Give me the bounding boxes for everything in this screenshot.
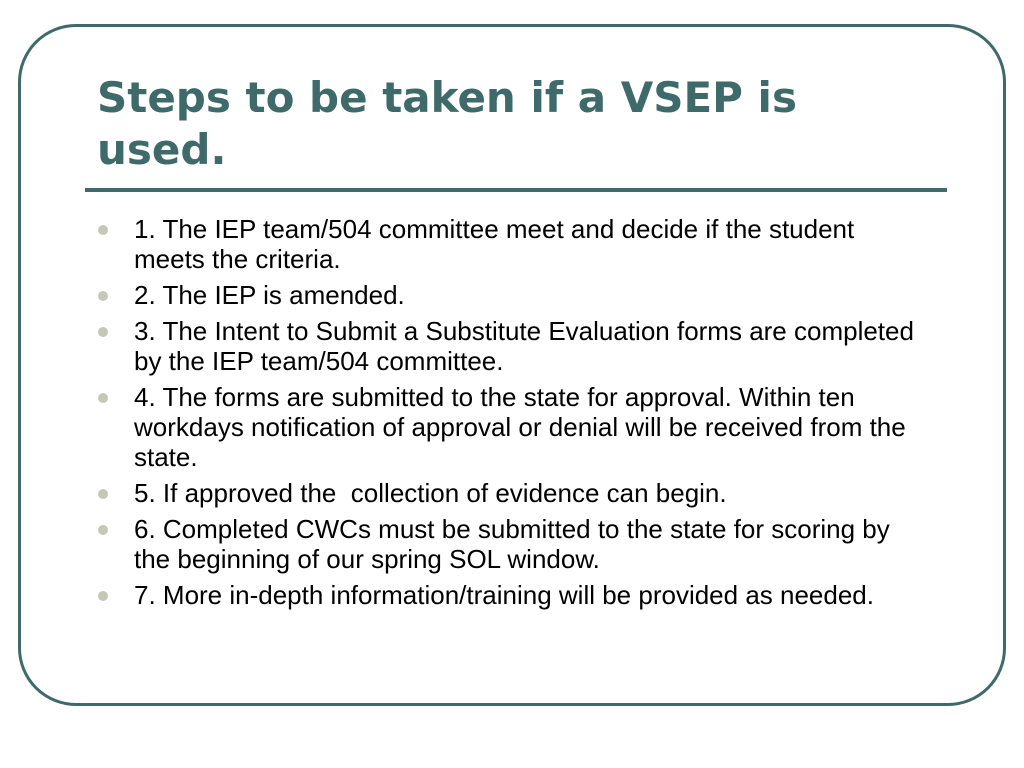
- bullet-text: 2. The IEP is amended.: [134, 280, 405, 310]
- title-divider: [85, 188, 947, 192]
- bullet-dot-icon: [98, 489, 108, 499]
- bullet-dot-icon: [98, 225, 108, 235]
- bullet-item-5: [98, 478, 928, 508]
- bullet-item-7: [98, 580, 928, 610]
- bullet-text: 6. Completed CWCs must be submitted to the state for scoring by the beginning of our spring SOL window.: [134, 514, 890, 574]
- bullet-text: 1. The IEP team/504 committee meet and decide if the student meets the criteria.: [134, 214, 855, 274]
- bullet-item-4: [98, 382, 928, 472]
- bullet-text: 5. If approved the collection of evidence can begin.: [134, 478, 727, 508]
- bullet-text: 3. The Intent to Submit a Substitute Evaluation forms are completed by the IEP team/504 committee.: [134, 316, 914, 376]
- bullet-text: 7. More in-depth information/training will be provided as needed.: [134, 580, 874, 610]
- bullet-dot-icon: [98, 525, 108, 535]
- slide-title: Steps to be taken if a VSEP is used.: [97, 73, 797, 174]
- bullet-item-3: [98, 316, 928, 376]
- bullet-dot-icon: [98, 291, 108, 301]
- bullet-item-6: [98, 514, 928, 574]
- bullet-list: [98, 214, 928, 616]
- bullet-dot-icon: [98, 393, 108, 403]
- bullet-dot-icon: [98, 327, 108, 337]
- bullet-item-1: [98, 214, 928, 274]
- bullet-text: 4. The forms are submitted to the state for approval. Within ten workdays notification of approval or denial will be received from the state.: [134, 382, 906, 472]
- bullet-item-2: [98, 280, 928, 310]
- bullet-dot-icon: [98, 591, 108, 601]
